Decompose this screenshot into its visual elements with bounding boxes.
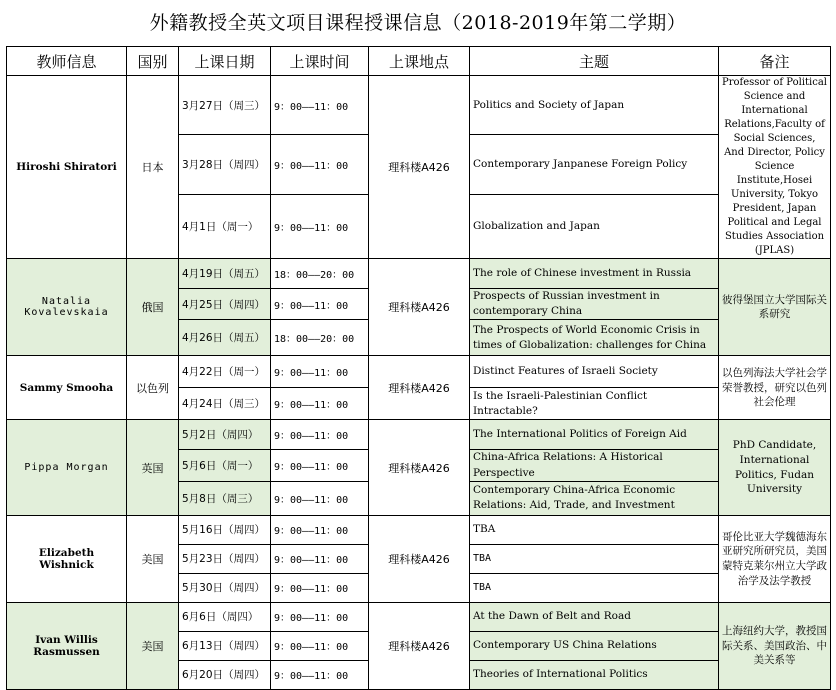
session-date: 6月13日（周四） <box>179 631 271 660</box>
teacher-name: Pippa Morgan <box>7 420 127 515</box>
teacher-name: Natalia Kovalevskaia <box>7 259 127 356</box>
teacher-name: Elizabeth Wishnick <box>7 515 127 602</box>
table-row <box>7 76 831 135</box>
session-topic: Contemporary Janpanese Foreign Policy <box>470 135 719 194</box>
session-topic: Contemporary China-Africa Economic Relations: Aid, Trade, and Investment <box>470 481 719 515</box>
session-topic: TBA <box>470 544 719 573</box>
session-date: 3月28日（周四） <box>179 135 271 194</box>
session-time: 9：00——11：00 <box>271 194 369 258</box>
header-date: 上课日期 <box>179 47 271 76</box>
session-topic: Theories of International Politics <box>470 660 719 689</box>
header-topic: 主题 <box>470 47 719 76</box>
session-topic: Is the Israeli-Palestinian Conflict Intractable? <box>470 388 719 420</box>
session-place: 理科楼A426 <box>369 356 470 420</box>
session-date: 5月23日（周四） <box>179 544 271 573</box>
session-time: 9：00——11：00 <box>271 289 369 320</box>
session-topic: The Prospects of World Economic Crisis in times of Globalization: challenges for China <box>470 320 719 356</box>
teacher-country: 以色列 <box>127 356 179 420</box>
table-row <box>7 602 831 631</box>
session-topic: TBA <box>470 515 719 544</box>
session-date: 4月22日（周一） <box>179 356 271 388</box>
table-row <box>7 420 831 450</box>
session-topic: The International Politics of Foreign Aid <box>470 420 719 450</box>
table-row <box>7 356 831 388</box>
session-topic: Globalization and Japan <box>470 194 719 258</box>
page-title: 外籍教授全英文项目课程授课信息（2018-2019年第二学期） <box>149 12 687 34</box>
teacher-name: Sammy Smooha <box>7 356 127 420</box>
header-note: 备注 <box>719 47 831 76</box>
session-topic: TBA <box>470 573 719 602</box>
schedule-table <box>6 46 831 690</box>
session-topic: At the Dawn of Belt and Road <box>470 602 719 631</box>
session-topic: Contemporary US China Relations <box>470 631 719 660</box>
session-place: 理科楼A426 <box>369 420 470 515</box>
session-date: 4月25日（周四） <box>179 289 271 320</box>
header-teacher: 教师信息 <box>7 47 127 76</box>
session-time: 9：00——11：00 <box>271 76 369 135</box>
session-time: 9：00——11：00 <box>271 420 369 450</box>
session-date: 5月16日（周四） <box>179 515 271 544</box>
header-time: 上课时间 <box>271 47 369 76</box>
session-date: 5月8日（周三） <box>179 481 271 515</box>
session-date: 5月6日（周一） <box>179 450 271 481</box>
teacher-note: 以色列海法大学社会学荣誉教授，研究以色列社会伦理 <box>719 356 831 420</box>
session-date: 3月27日（周三） <box>179 76 271 135</box>
session-place: 理科楼A426 <box>369 259 470 356</box>
session-topic: Distinct Features of Israeli Society <box>470 356 719 388</box>
session-place: 理科楼A426 <box>369 515 470 602</box>
teacher-note: PhD Candidate, International Politics, Fudan University <box>719 420 831 515</box>
teacher-note: Professor of Political Science and International Relations,Faculty of Social Sciences, And Director, Policy Science Institute,Hosei University, Tokyo President, Japan Political and Legal Studies Association (JPLAS) <box>719 76 831 259</box>
session-date: 4月19日（周五） <box>179 259 271 289</box>
teacher-name: Hiroshi Shiratori <box>7 76 127 259</box>
session-date: 6月6日（周四） <box>179 602 271 631</box>
teacher-note: 彼得堡国立大学国际关系研究 <box>719 259 831 356</box>
session-date: 4月26日（周五） <box>179 320 271 356</box>
session-time: 9：00——11：00 <box>271 544 369 573</box>
session-topic: The role of Chinese investment in Russia <box>470 259 719 289</box>
session-topic: Prospects of Russian investment in contemporary China <box>470 289 719 320</box>
teacher-name: Ivan Willis Rasmussen <box>7 602 127 689</box>
session-date: 5月2日（周四） <box>179 420 271 450</box>
teacher-country: 日本 <box>127 76 179 259</box>
session-time: 9：00——11：00 <box>271 515 369 544</box>
session-time: 9：00——11：00 <box>271 602 369 631</box>
session-topic: Politics and Society of Japan <box>470 76 719 135</box>
teacher-country: 美国 <box>127 515 179 602</box>
session-place: 理科楼A426 <box>369 76 470 259</box>
session-time: 9：00——11：00 <box>271 388 369 420</box>
session-date: 6月20日（周四） <box>179 660 271 689</box>
session-date: 5月30日（周四） <box>179 573 271 602</box>
session-time: 9：00——11：00 <box>271 573 369 602</box>
session-time: 9：00——11：00 <box>271 135 369 194</box>
session-time: 9：00——11：00 <box>271 450 369 481</box>
session-time: 9：00——11：00 <box>271 660 369 689</box>
session-time: 9：00——11：00 <box>271 631 369 660</box>
session-date: 4月1日（周一） <box>179 194 271 258</box>
teacher-note: 上海纽约大学，教授国际关系、美国政治、中美关系等 <box>719 602 831 689</box>
session-topic: China-Africa Relations: A Historical Perspective <box>470 450 719 481</box>
session-time: 9：00——11：00 <box>271 356 369 388</box>
session-time: 9：00——11：00 <box>271 481 369 515</box>
teacher-country: 美国 <box>127 602 179 689</box>
header-place: 上课地点 <box>369 47 470 76</box>
session-time: 18：00——20：00 <box>271 320 369 356</box>
teacher-note: 哥伦比亚大学魏德海东亚研究所研究员，美国蒙特克莱尔州立大学政治学及法学教授 <box>719 515 831 602</box>
table-row <box>7 515 831 544</box>
table-row <box>7 259 831 289</box>
header-country: 国别 <box>127 47 179 76</box>
teacher-country: 英国 <box>127 420 179 515</box>
session-place: 理科楼A426 <box>369 602 470 689</box>
session-time: 18：00——20：00 <box>271 259 369 289</box>
session-date: 4月24日（周三） <box>179 388 271 420</box>
teacher-country: 俄国 <box>127 259 179 356</box>
header-row <box>7 47 831 76</box>
